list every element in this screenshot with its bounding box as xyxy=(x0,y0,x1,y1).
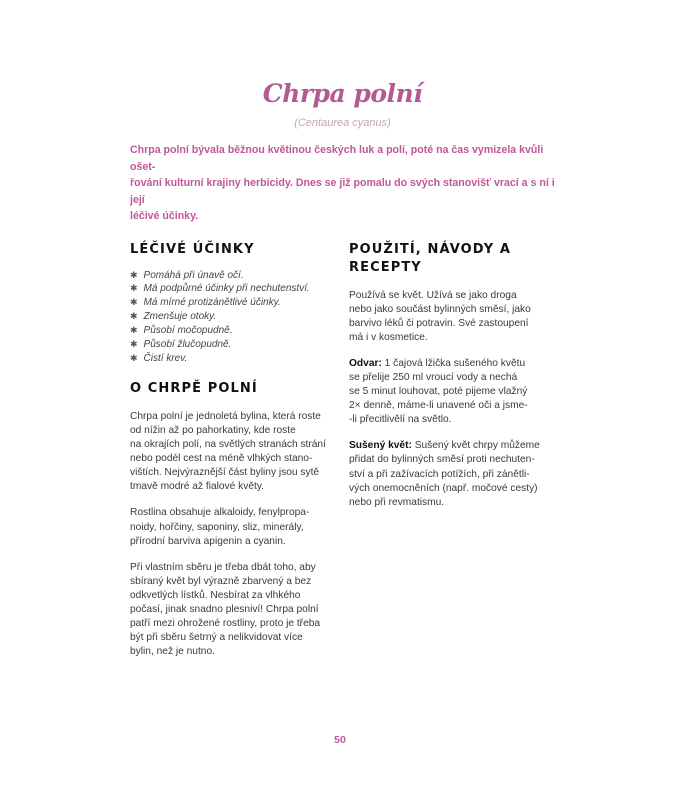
page-title: Chrpa polní xyxy=(262,79,423,108)
effects-list xyxy=(130,269,335,366)
list-item xyxy=(130,352,335,366)
list-item-text: Čistí krev. xyxy=(143,352,188,364)
list-item-text: Má podpůrné účinky při nechutenství. xyxy=(143,283,310,295)
asterisk-bullet-icon: ✱ xyxy=(130,297,138,308)
asterisk-bullet-icon: ✱ xyxy=(130,283,138,294)
list-item-text: Pomáhá při únavě očí. xyxy=(143,269,244,281)
list-item-text: Má mírné protizánětlivé účinky. xyxy=(143,297,281,309)
effects-heading: LÉČIVÉ ÚČINKY xyxy=(130,241,255,257)
list-item-text: Působí močopudně. xyxy=(143,325,233,337)
about-paragraph-2: Rostlina obsahuje alkaloidy, fenylpropa- noidy, hořčiny, saponiny, sliz, minerály, přírodní barviva apigenin a cyanin. xyxy=(130,507,310,547)
asterisk-bullet-icon: ✱ xyxy=(130,311,138,322)
right-column xyxy=(349,241,555,660)
list-item xyxy=(130,296,335,310)
list-item xyxy=(130,310,335,324)
usage-intro: Používá se květ. Užívá se jako droga nebo jako součást bylinných směsí, jako barvivo léků či potravin. Své zastoupení má i v kosmetice. xyxy=(349,289,531,343)
page-number: 50 xyxy=(334,734,346,746)
list-item xyxy=(130,269,335,283)
list-item xyxy=(130,282,335,296)
latin-name: (Centaurea cyanus) xyxy=(294,117,391,129)
list-item xyxy=(130,324,335,338)
asterisk-bullet-icon: ✱ xyxy=(130,352,138,363)
asterisk-bullet-icon: ✱ xyxy=(130,325,138,336)
page-content xyxy=(130,78,555,659)
list-item-text: Zmenšuje otoky. xyxy=(143,311,217,323)
list-item xyxy=(130,338,335,352)
asterisk-bullet-icon: ✱ xyxy=(130,269,138,280)
two-column-layout xyxy=(130,241,555,660)
decoction-paragraph xyxy=(349,357,555,427)
decoction-label: Odvar: xyxy=(349,357,382,369)
intro-paragraph: Chrpa polní bývala běžnou květinou českých luk a polí, poté na čas vymizela kvůli ošet- řování kulturní krajiny herbicidy. Dnes se již pomalu do svých stanovišť vrací a s ní i její léčivé účinky. xyxy=(130,144,555,222)
about-heading: O CHRPĚ POLNÍ xyxy=(130,380,258,396)
asterisk-bullet-icon: ✱ xyxy=(130,339,138,350)
decoction-text: 1 čajová lžička sušeného květu se přelije 250 ml vroucí vody a nechá se 5 minut louhovat, poté pijeme vlažný 2× denně, máme-li unavené oči a jsme- -li přecitlivělí na světlo. xyxy=(349,357,528,426)
dried-flower-text: Sušený květ chrpy můžeme přidat do bylinných směsí proti nechuten- ství a při zažívacích potížích, při zánětli- vých onemocněních (např. močové cesty) nebo při revmatismu. xyxy=(349,440,540,508)
dried-flower-label: Sušený květ: xyxy=(349,440,412,452)
usage-heading: POUŽITÍ, NÁVODY A RECEPTY xyxy=(349,241,512,275)
about-paragraph-3: Při vlastním sběru je třeba dbát toho, aby sbíraný květ byl výrazně zbarvený a bez odkvetlých lístků. Nesbírat za vlhkého počasí, jinak snadno plesniví! Chrpa polní patří mezi ohrožené rostliny, proto je třeba být při sběru šetrný a nelikvidovat více bylin, než je nutno. xyxy=(130,561,321,658)
left-column xyxy=(130,241,335,660)
list-item-text: Působí žlučopudně. xyxy=(143,339,232,351)
dried-flower-paragraph xyxy=(349,439,555,509)
about-paragraph-1: Chrpa polní je jednoletá bylina, která roste od nížin až po pahorkatiny, kde roste na okrajích polí, na světlých stranách strání nebo podél cest na méně vlhkých stano- vištích. Nejvýraznější část byliny jsou sytě tmavě modré až fialové květy. xyxy=(130,410,326,493)
